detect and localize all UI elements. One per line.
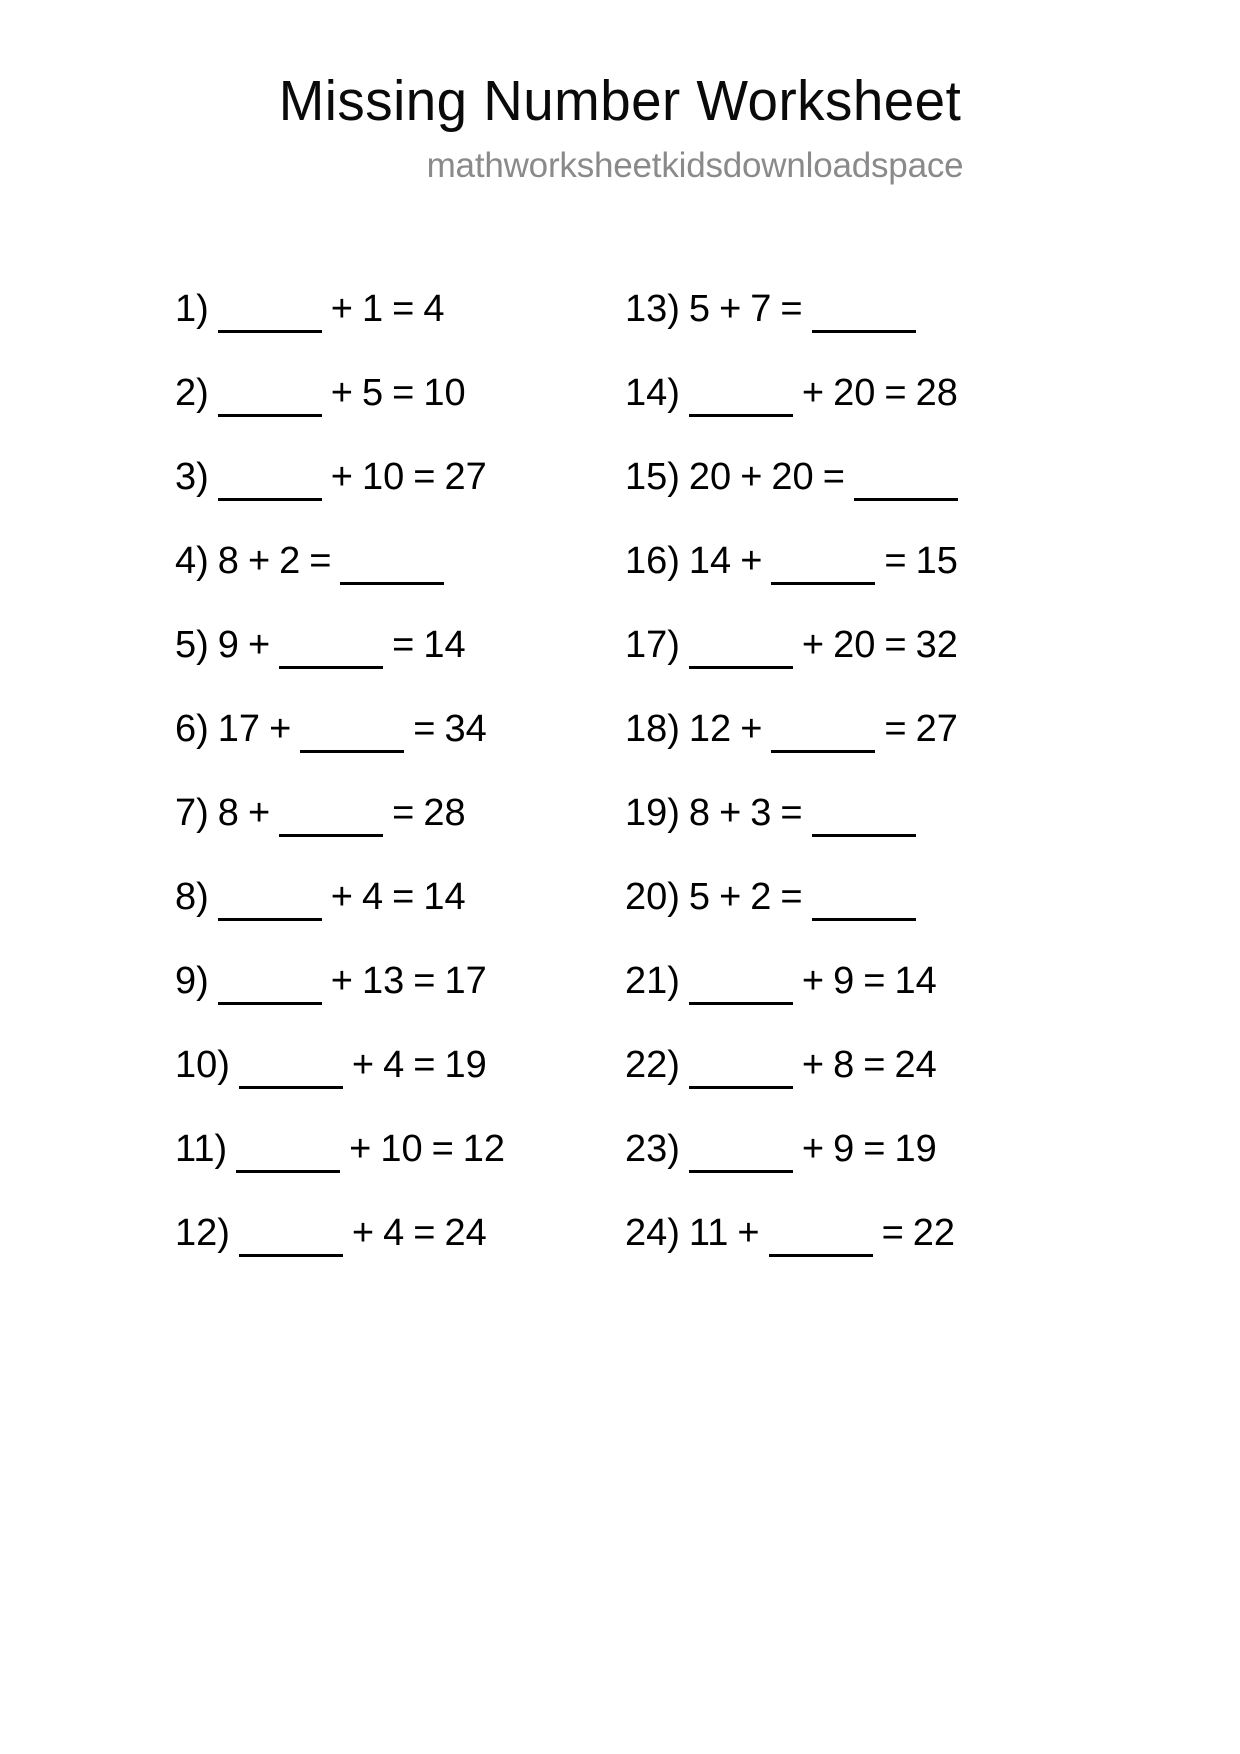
problem-token: + xyxy=(330,371,353,414)
problem-number: 24) xyxy=(625,1211,680,1254)
problem-token: 28 xyxy=(915,371,958,414)
problem-token: + xyxy=(801,1127,825,1170)
page-title: Missing Number Worksheet xyxy=(278,69,962,133)
answer-blank[interactable] xyxy=(689,1060,793,1089)
problem-token: 8 xyxy=(217,539,239,582)
problem-token: + xyxy=(737,1211,760,1254)
problem-token: 14 xyxy=(688,539,732,582)
problem-token: 14 xyxy=(423,623,466,666)
problem-row xyxy=(175,687,625,771)
problem-row xyxy=(625,687,1075,771)
answer-blank[interactable] xyxy=(218,388,322,417)
problem-token: 17 xyxy=(217,707,261,750)
problem-token: = xyxy=(780,875,803,918)
problem-token: = xyxy=(413,455,436,498)
problem-token: 24 xyxy=(444,1211,487,1254)
problem-token: 3 xyxy=(750,791,772,834)
problem-token: 14 xyxy=(894,959,937,1002)
problem-token: = xyxy=(884,623,907,666)
problem-row xyxy=(625,1023,1075,1107)
problem-token: 14 xyxy=(423,875,466,918)
problem-row xyxy=(175,351,625,435)
problem-row xyxy=(625,771,1075,855)
answer-blank[interactable] xyxy=(689,640,793,669)
problem-token: = xyxy=(413,1043,436,1086)
answer-blank[interactable] xyxy=(218,472,322,501)
problem-token: + xyxy=(351,1043,375,1086)
problem-token: + xyxy=(247,623,271,666)
problem-number: 13) xyxy=(625,287,680,330)
problem-number: 23) xyxy=(625,1127,680,1170)
problem-row xyxy=(625,351,1075,435)
problem-token: + xyxy=(351,1211,375,1254)
problem-token: 19 xyxy=(444,1043,487,1086)
answer-blank[interactable] xyxy=(239,1060,343,1089)
problem-row xyxy=(175,939,625,1023)
worksheet-header xyxy=(0,0,1240,185)
answer-blank[interactable] xyxy=(689,388,793,417)
answer-blank[interactable] xyxy=(218,976,322,1005)
problem-token: 19 xyxy=(894,1127,937,1170)
problem-token: 1 xyxy=(362,287,384,330)
problem-token: 20 xyxy=(688,455,732,498)
site-credit: mathworksheetkidsdownloadspace xyxy=(426,145,964,185)
problem-number: 20) xyxy=(625,875,680,918)
problem-token: 12 xyxy=(688,707,732,750)
problem-number: 12) xyxy=(175,1211,230,1254)
problem-token: 24 xyxy=(894,1043,937,1086)
problem-token: 4 xyxy=(423,287,445,330)
problem-token: 20 xyxy=(833,623,876,666)
problem-token: = xyxy=(392,875,415,918)
problem-token: 32 xyxy=(915,623,958,666)
problem-token: + xyxy=(269,707,292,750)
problem-token: + xyxy=(330,455,353,498)
answer-blank[interactable] xyxy=(854,472,958,501)
problem-token: 5 xyxy=(688,287,711,330)
problem-token: 20 xyxy=(771,455,814,498)
problem-column-right xyxy=(625,267,1075,1275)
problem-row xyxy=(175,603,625,687)
problem-token: = xyxy=(413,1211,436,1254)
problem-token: 8 xyxy=(833,1043,855,1086)
problem-number: 5) xyxy=(175,623,209,666)
problem-row xyxy=(175,855,625,939)
problem-row xyxy=(625,603,1075,687)
problem-token: = xyxy=(884,539,907,582)
problem-token: + xyxy=(330,959,353,1002)
problem-token: + xyxy=(740,707,763,750)
problem-token: 8 xyxy=(217,791,239,834)
problem-row xyxy=(625,1191,1075,1275)
problem-row xyxy=(175,1107,625,1191)
problem-number: 9) xyxy=(175,959,209,1002)
problem-row xyxy=(625,939,1075,1023)
answer-blank[interactable] xyxy=(689,1144,793,1173)
problem-token: 4 xyxy=(362,875,384,918)
problem-token: 20 xyxy=(833,371,876,414)
answer-blank[interactable] xyxy=(340,556,444,585)
problem-token: + xyxy=(247,539,271,582)
problem-token: = xyxy=(392,371,415,414)
problem-token: 4 xyxy=(383,1211,405,1254)
answer-blank[interactable] xyxy=(771,724,875,753)
answer-blank[interactable] xyxy=(769,1228,873,1257)
problem-row xyxy=(625,519,1075,603)
problem-row xyxy=(175,1191,625,1275)
problem-token: 5 xyxy=(362,371,384,414)
answer-blank[interactable] xyxy=(812,304,916,333)
problem-token: = xyxy=(884,707,907,750)
problem-grid xyxy=(0,267,1240,1275)
problem-token: 34 xyxy=(444,707,487,750)
problem-token: + xyxy=(740,455,763,498)
problem-token: 2 xyxy=(750,875,772,918)
problem-token: + xyxy=(801,1043,825,1086)
problem-number: 6) xyxy=(175,707,209,750)
problem-token: = xyxy=(780,287,803,330)
problem-number: 17) xyxy=(625,623,680,666)
problem-token: + xyxy=(719,791,742,834)
problem-token: 22 xyxy=(912,1211,956,1254)
problem-number: 16) xyxy=(625,539,680,582)
problem-number: 7) xyxy=(175,791,209,834)
answer-blank[interactable] xyxy=(239,1228,343,1257)
problem-token: = xyxy=(392,287,415,330)
problem-token: 13 xyxy=(362,959,405,1002)
problem-row xyxy=(175,435,625,519)
problem-row xyxy=(175,267,625,351)
problem-token: = xyxy=(413,959,436,1002)
problem-number: 15) xyxy=(625,455,680,498)
problem-number: 21) xyxy=(625,959,680,1002)
problem-token: = xyxy=(392,623,415,666)
problem-row xyxy=(625,1107,1075,1191)
problem-token: 27 xyxy=(444,455,487,498)
answer-blank[interactable] xyxy=(279,808,383,837)
problem-number: 10) xyxy=(175,1043,230,1086)
problem-number: 22) xyxy=(625,1043,680,1086)
problem-token: 12 xyxy=(462,1127,506,1170)
answer-blank[interactable] xyxy=(771,556,875,585)
answer-blank[interactable] xyxy=(218,892,322,921)
problem-number: 18) xyxy=(625,707,680,750)
problem-row xyxy=(175,771,625,855)
problem-token: + xyxy=(719,875,742,918)
problem-number: 1) xyxy=(175,287,209,330)
problem-token: 9 xyxy=(833,1127,855,1170)
problem-token: = xyxy=(863,1043,886,1086)
problem-token: 15 xyxy=(915,539,958,582)
problem-token: 8 xyxy=(688,791,711,834)
problem-token: = xyxy=(309,539,332,582)
problem-token: + xyxy=(801,959,825,1002)
problem-token: = xyxy=(822,455,845,498)
problem-row xyxy=(625,267,1075,351)
problem-token: = xyxy=(413,707,436,750)
answer-blank[interactable] xyxy=(812,808,916,837)
problem-row xyxy=(625,435,1075,519)
problem-token: 17 xyxy=(444,959,487,1002)
answer-blank[interactable] xyxy=(812,892,916,921)
problem-row xyxy=(175,519,625,603)
problem-token: + xyxy=(801,371,825,414)
problem-token: + xyxy=(349,1127,372,1170)
problem-token: 10 xyxy=(380,1127,423,1170)
problem-token: 10 xyxy=(423,371,466,414)
answer-blank[interactable] xyxy=(218,304,322,333)
problem-number: 3) xyxy=(175,455,209,498)
problem-number: 2) xyxy=(175,371,209,414)
problem-token: + xyxy=(719,287,742,330)
problem-token: 28 xyxy=(423,791,466,834)
problem-number: 4) xyxy=(175,539,209,582)
problem-token: 7 xyxy=(750,287,772,330)
problem-token: 9 xyxy=(833,959,855,1002)
problem-token: 27 xyxy=(915,707,958,750)
problem-row xyxy=(625,855,1075,939)
problem-token: + xyxy=(801,623,825,666)
answer-blank[interactable] xyxy=(279,640,383,669)
problem-token: = xyxy=(863,959,886,1002)
problem-token: = xyxy=(881,1211,904,1254)
problem-number: 8) xyxy=(175,875,209,918)
problem-token: + xyxy=(247,791,271,834)
problem-number: 14) xyxy=(625,371,680,414)
problem-token: 9 xyxy=(217,623,239,666)
problem-token: + xyxy=(330,287,353,330)
problem-row xyxy=(175,1023,625,1107)
problem-token: 5 xyxy=(688,875,711,918)
answer-blank[interactable] xyxy=(689,976,793,1005)
problem-token: 11 xyxy=(688,1211,729,1254)
problem-token: + xyxy=(330,875,353,918)
problem-token: = xyxy=(392,791,415,834)
answer-blank[interactable] xyxy=(300,724,404,753)
problem-token: = xyxy=(863,1127,886,1170)
problem-token: = xyxy=(780,791,803,834)
problem-token: 2 xyxy=(279,539,301,582)
problem-number: 19) xyxy=(625,791,680,834)
problem-token: 10 xyxy=(362,455,405,498)
problem-token: = xyxy=(431,1127,454,1170)
problem-token: + xyxy=(740,539,763,582)
problem-token: 4 xyxy=(383,1043,405,1086)
problem-token: = xyxy=(884,371,907,414)
problem-number: 11) xyxy=(175,1127,228,1170)
answer-blank[interactable] xyxy=(236,1144,340,1173)
problem-column-left xyxy=(175,267,625,1275)
